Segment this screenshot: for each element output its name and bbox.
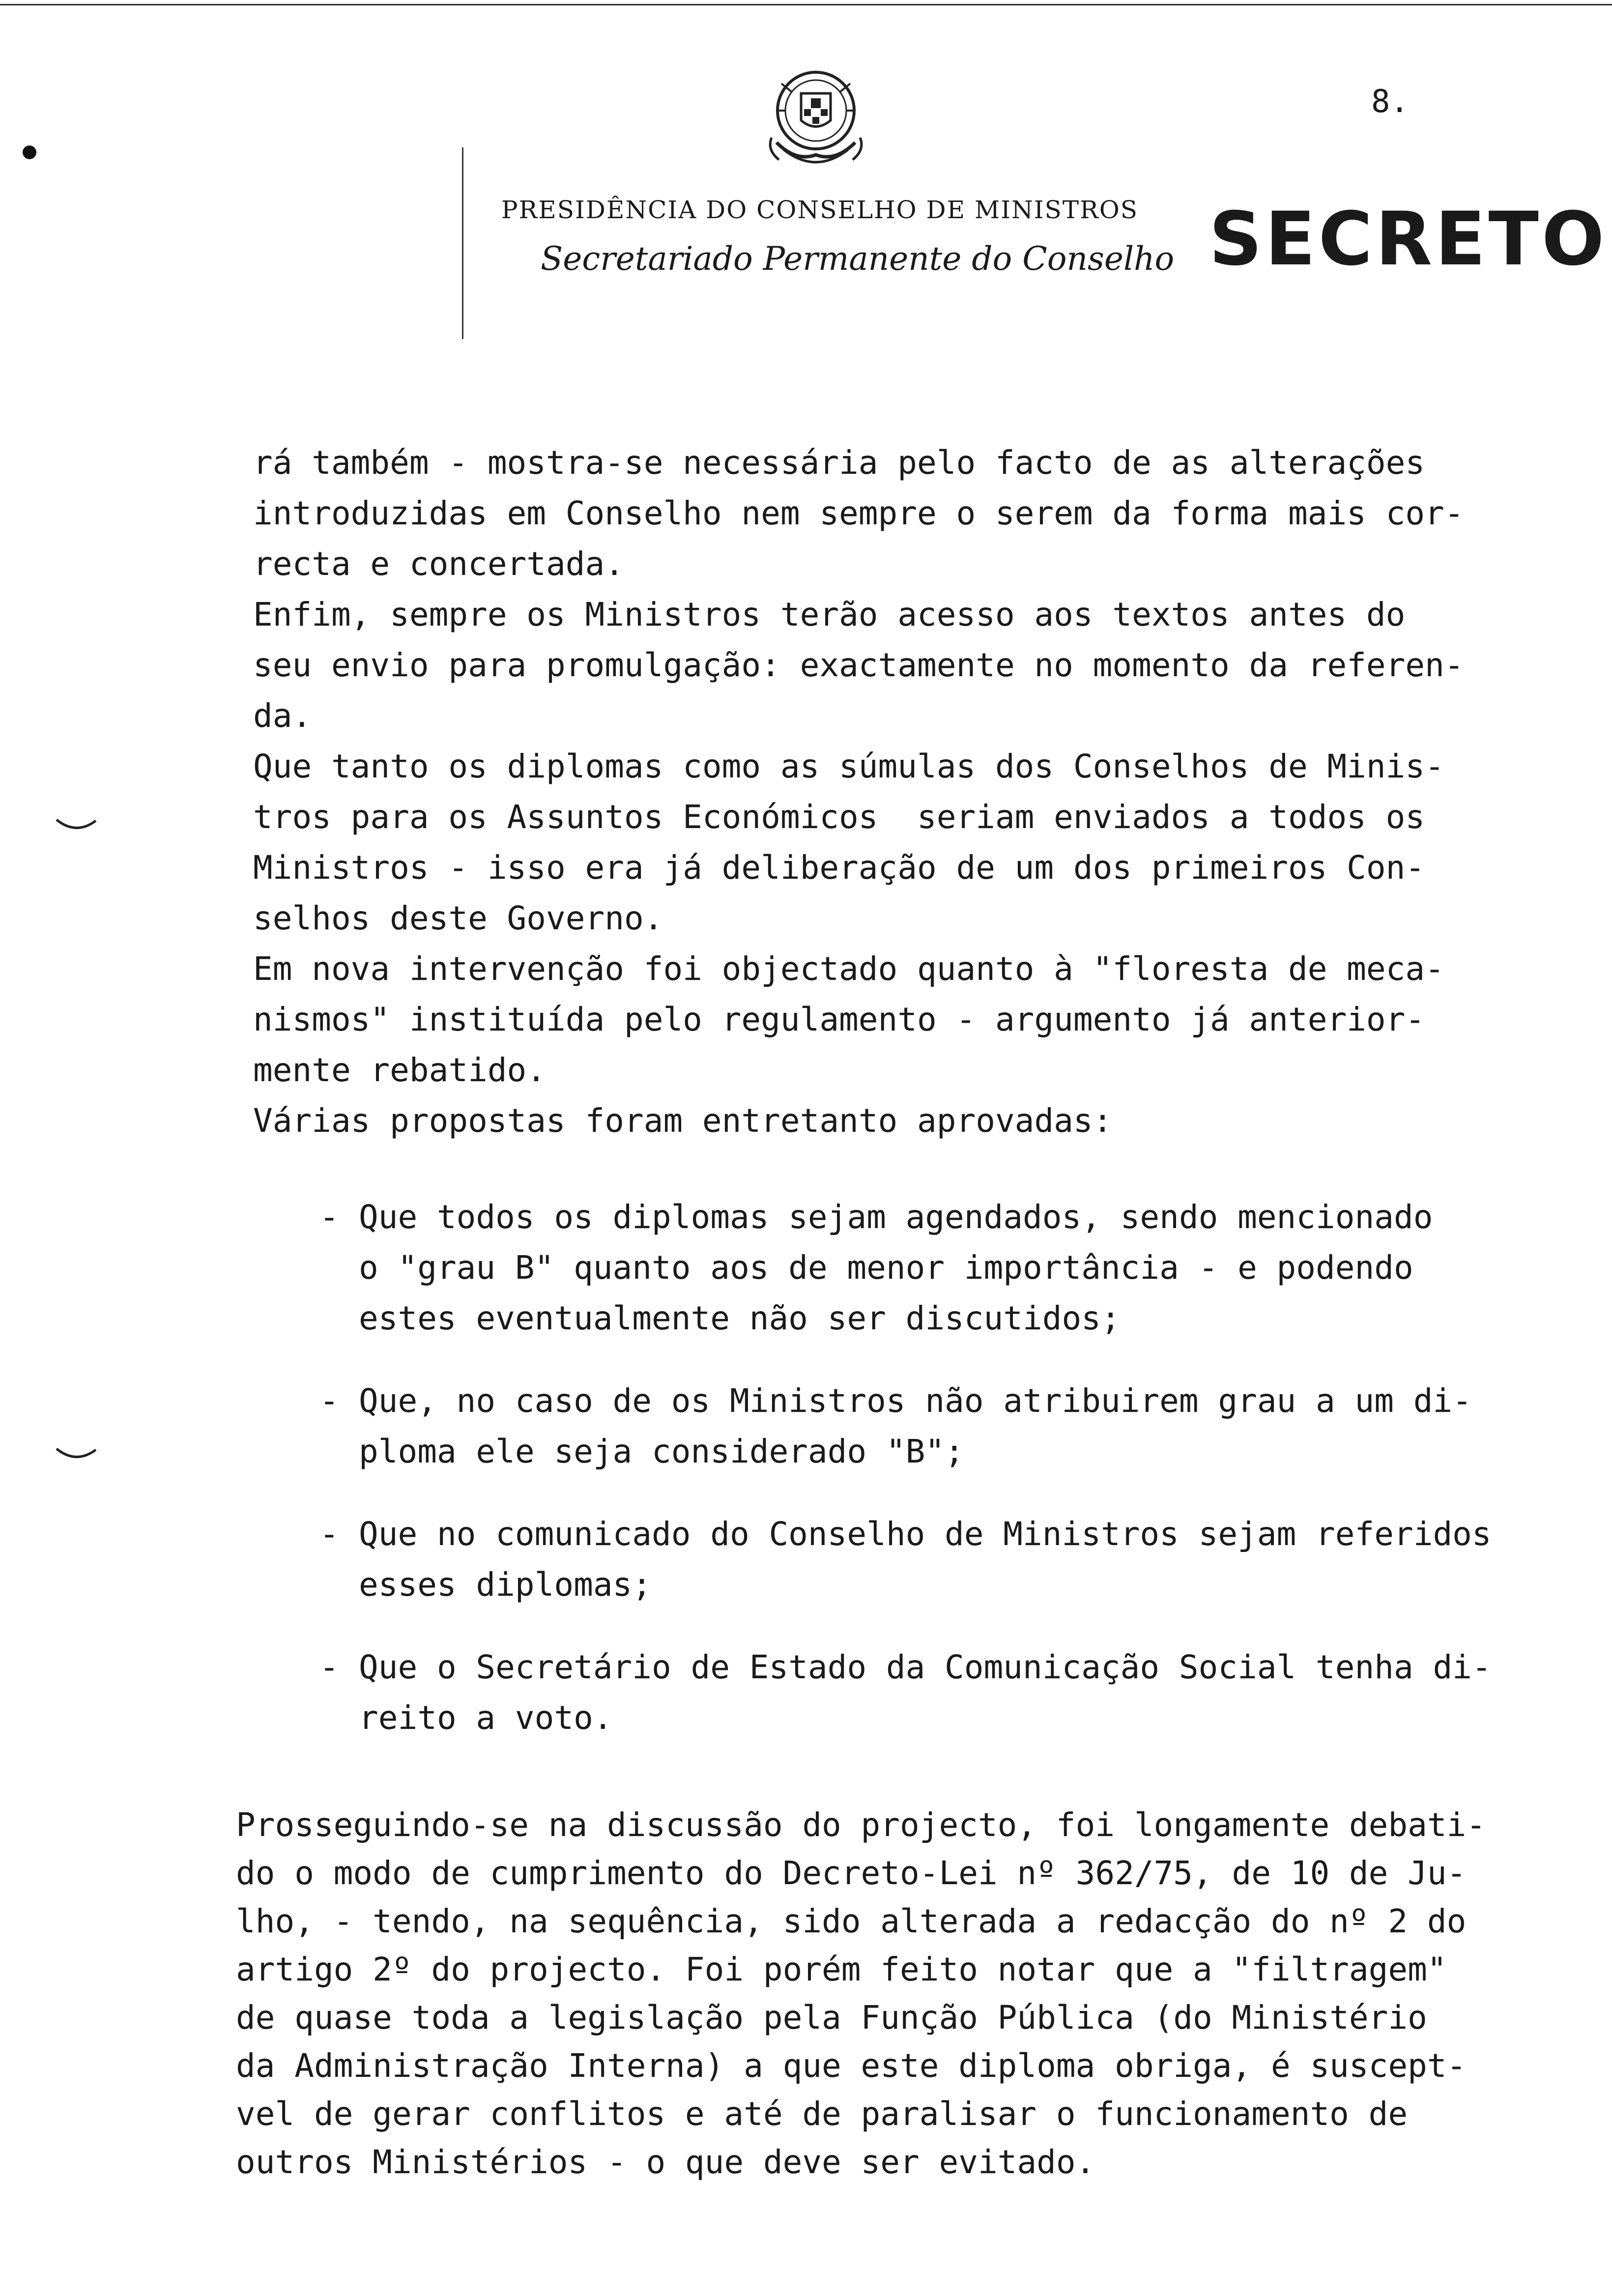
body-paragraphs (253, 437, 1511, 1146)
body-line: Que tanto os diplomas como as súmulas dos Conselhos de Minis- (253, 747, 1444, 785)
body-line: selhos deste Governo. (253, 899, 663, 937)
margin-pen-line (462, 147, 463, 339)
proposal-line: Que o Secretário de Estado da Comunicação Social tenha di- (359, 1648, 1492, 1686)
body-line: Várias propostas foram entretanto aprovadas: (253, 1102, 1113, 1140)
closing-line: artigo 2º do projecto. Foi porém feito notar que a "filtragem" (236, 1951, 1447, 1988)
closing-line: do o modo de cumprimento do Decreto-Lei nº 362/75, de 10 de Ju- (236, 1854, 1467, 1892)
body-line: nismos" instituída pelo regulamento - argumento já anterior- (253, 1001, 1425, 1038)
proposal-line: estes eventualmente não ser discutidos; (359, 1299, 1121, 1337)
body-line: tros para os Assuntos Económicos seriam enviados a todos os (253, 798, 1425, 836)
proposal-line: o "grau B" quanto aos de menor importância - e podendo (359, 1249, 1413, 1287)
closing-line: lho, - tendo, na sequência, sido alterada a redacção do nº 2 do (236, 1902, 1467, 1940)
proposal-item (319, 1376, 1509, 1477)
margin-curve-mark (54, 816, 98, 835)
punch-hole-mark (20, 143, 39, 162)
bullet-dash: - (319, 1648, 339, 1686)
body-line: recta e concertada. (253, 545, 624, 583)
body-line: mente rebatido. (253, 1051, 547, 1089)
proposal-item (319, 1192, 1509, 1344)
proposal-line: Que, no caso de os Ministros não atribuirem grau a um di- (359, 1382, 1472, 1420)
closing-line: de quase toda a legislação pela Função Pública (do Ministério (236, 1999, 1427, 2037)
proposal-line: Que todos os diplomas sejam agendados, sendo mencionado (359, 1198, 1433, 1236)
body-line: rá também - mostra-se necessária pelo facto de as alterações (253, 444, 1425, 482)
body-line: seu envio para promulgação: exactamente no momento da referen- (253, 646, 1464, 684)
margin-curve-mark (54, 1445, 98, 1464)
closing-line: vel de gerar conflitos e até de paralisar o funcionamento de (236, 2095, 1408, 2133)
closing-paragraph (236, 1801, 1514, 2186)
proposal-list (319, 1192, 1509, 1775)
bullet-dash: - (319, 1515, 339, 1553)
proposal-line: esses diplomas; (359, 1566, 652, 1604)
closing-line: da Administração Interna) a que este diploma obriga, é suscept- (236, 2047, 1467, 2085)
coat-of-arms-emblem (762, 64, 870, 182)
body-line: introduzidas em Conselho nem sempre o serem da forma mais cor- (253, 494, 1464, 532)
header-subtitle: Secretariado Permanente do Conselho (541, 240, 1175, 278)
bullet-dash: - (319, 1382, 339, 1420)
page-number: 8. (1371, 84, 1410, 120)
top-edge-rule (0, 4, 1612, 5)
proposal-item (319, 1509, 1509, 1610)
body-line: Em nova intervenção foi objectado quanto à "floresta de meca- (253, 950, 1444, 988)
classification-stamp: SECRETO (1209, 197, 1608, 282)
proposal-line: ploma ele seja considerado "B"; (359, 1433, 964, 1470)
proposal-item (319, 1642, 1509, 1743)
header-title: PRESIDÊNCIA DO CONSELHO DE MINISTROS (501, 196, 1138, 224)
body-line: da. (253, 697, 312, 735)
proposal-line: reito a voto. (359, 1699, 613, 1737)
proposal-line: Que no comunicado do Conselho de Ministros sejam referidos (359, 1515, 1492, 1553)
bullet-dash: - (319, 1198, 339, 1236)
closing-line: outros Ministérios - o que deve ser evitado. (236, 2143, 1095, 2181)
body-line: Enfim, sempre os Ministros terão acesso aos textos antes do (253, 596, 1406, 633)
closing-line: Prosseguindo-se na discussão do projecto, foi longamente debati- (236, 1806, 1486, 1844)
body-line: Ministros - isso era já deliberação de um dos primeiros Con- (253, 849, 1425, 887)
